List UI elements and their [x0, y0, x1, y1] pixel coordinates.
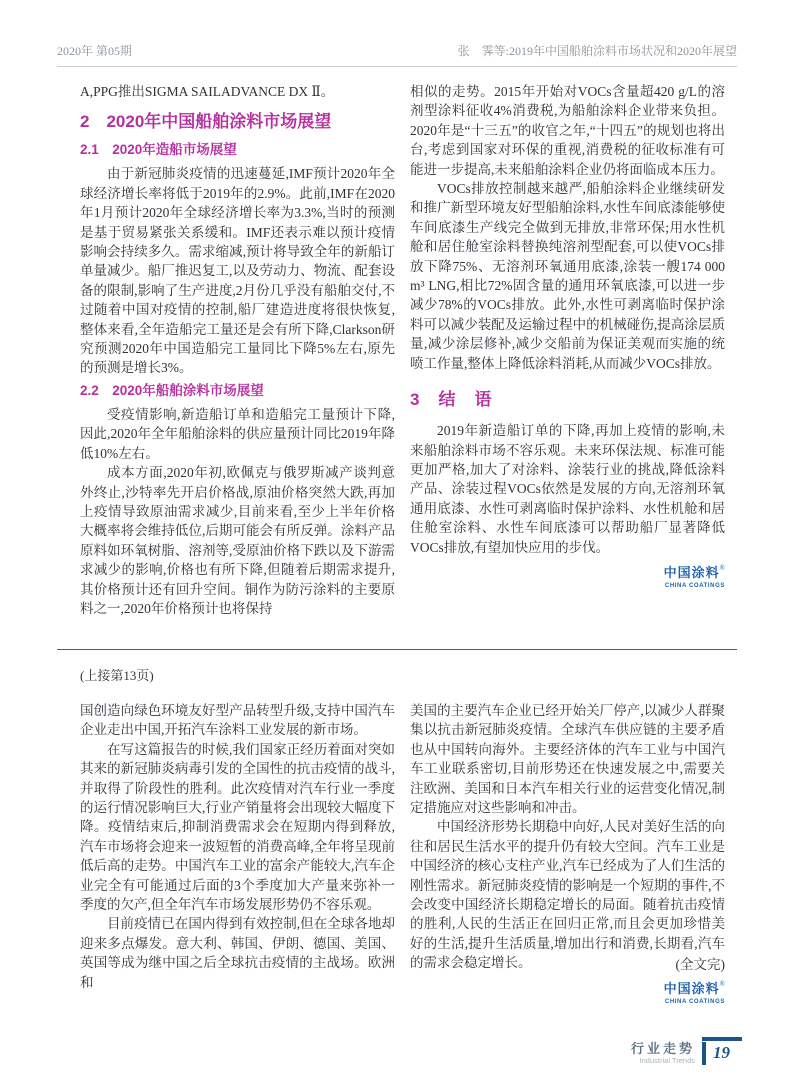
header-issue: 2020年 第05期 [57, 44, 133, 58]
page-number: 19 [702, 1042, 742, 1065]
china-coatings-logo [410, 981, 725, 1005]
continued-from-note: (上接第13页) [80, 668, 154, 683]
section-heading-2: 2 2020年中国船舶涂料市场展望 [80, 112, 332, 132]
registered-mark-icon: ® [719, 980, 725, 989]
upper-right-column [410, 82, 725, 649]
paragraph: 受疫情影响,新造船订单和造船完工量预计下降,因此,2020年全年船舶涂料的供应量预计同比2019年降低10%左右。 [80, 406, 395, 461]
logo-cn-text: 中国涂料 [663, 564, 720, 580]
paragraph: 由于新冠肺炎疫情的迅速蔓延,IMF预计2020年全球经济增长率将低于2019年的2.9%。此前,IMF在2020年1月预计2020年全球经济增长率为3.3%,当时的预测是基于贸易紧张关系缓和。IMF还表示难以预计疫情影响会持续多久。需求缩减,预计将导致全年的新船订单量减少。船厂推迟复工,以及劳动力、物流、配套设备的限制,影响了生产进度,2月份几乎没有船舶交付,不过随着中国对疫情的控制,船厂建造进度将很快恢复,整体来看,全年造船完工量还是会有所下降,Clarkson研究预测2020年中国造船完工量同比下降5%左右,原先的预测是增长3%。 [80, 166, 395, 376]
logo-en-text: CHINA COATINGS [664, 999, 725, 1006]
header-running-title: 张 霁等:2019年中国船舶涂料市场状况和2020年展望 [457, 44, 737, 58]
subsection-heading-2-2: 2.2 2020年船舶涂料市场展望 [80, 382, 264, 398]
article-end-note: (全文完) [675, 957, 725, 973]
paragraph: 2019年新造船订单的下降,再加上疫情的影响,未来船舶涂料市场不容乐观。未来环保法规、标准可能更加严格,加大了对涂料、涂装行业的挑战,降低涂料产品、涂装过程VOCs依然是发展的方向,无溶剂环氧通用底漆、水性可剥离临时保护涂料、水性机舱和居住舱室涂料、水性车间底漆可以帮助船厂显著降低VOCs排放,有望加快应用的步伐。 [410, 423, 725, 555]
paragraph: 在写这篇报告的时候,我们国家正经历着面对突如其来的新冠肺炎病毒引发的全国性的抗击疫情的战斗,并取得了阶段性的胜利。此次疫情对汽车行业一季度的运行情况影响巨大,行业产销量将会出现较大幅度下降。疫情结束后,抑制消费需求会在短期内得到释放,汽车市场将会迎来一波短暂的消费高峰,全年将呈现前低后高的走势。中国汽车工业的富余产能较大,汽车企业完全有可能通过后面的3个季度加大产量来弥补一季度的欠产,但全年汽车市场发展形势仍不容乐观。 [80, 741, 395, 913]
paragraph: 目前疫情已在国内得到有效控制,但在全球各地却迎来多点爆发。意大利、韩国、伊朗、德国、美国、英国等成为继中国之后全球抗击疫情的主战场。欧洲和 [80, 916, 395, 990]
section-heading-3-conclusion: 3 结 语 [410, 390, 493, 410]
article-ship-coatings [80, 82, 725, 649]
continued-text-line: A,PPG推出SIGMA SAILADVANCE DX Ⅱ。 [80, 84, 335, 99]
subsection-heading-2-1: 2.1 2020年造船市场展望 [80, 142, 237, 158]
page-number-badge [702, 1037, 742, 1065]
paragraph: VOCs排放控制越来越严,船舶涂料企业继续研发和推广新型环境友好型船舶涂料,水性车间底漆能够使车间底漆生产线完全做到无排放,非常环保;用水性机舱和居住舱室涂料替换纯溶剂型配套,可以使VOCs排放下降75%、无溶剂环氧通用底漆,涂装一艘174 000 m³ LNG,相比72%固含量的通用环氧底漆,可以进一步减少78%的VOCs排放。此外,水性可剥离临时保护涂料可以减少装配及运输过程中的机械碰伤,提高涂层质量,减少涂层修补,减少交船前为保证美观而实施的统喷工作量,整体上降低涂料消耗,从而减少VOCs排放。 [410, 181, 725, 371]
continued-text-line: 相似的走势。2015年开始对VOCs含量超420 g/L的溶剂型涂料征收4%消费税,为船舶涂料企业带来负担。2020年是“十三五”的收官之年,“十四五”的规划也将出台,考虑到国家对环保的重视,消费税的征收标准有可能进一步提高,未来船舶涂料企业仍将面临成本压力。 [410, 84, 725, 177]
page-footer [631, 1037, 742, 1065]
article-divider [57, 649, 737, 650]
upper-left-column [80, 82, 395, 649]
page-body [80, 82, 725, 1005]
lower-right-column [410, 701, 725, 1005]
logo-cn-text: 中国涂料 [663, 981, 720, 997]
article-automotive-continued [80, 701, 725, 1005]
paragraph: 中国经济形势长期稳中向好,人民对美好生活的向往和居民生活水平的提升仍有较大空间。汽车工业是中国经济的核心支柱产业,汽车已经成为了人们生活的刚性需求。新冠肺炎疫情的影响是一个短期的事件,不会改变中国经济长期稳定增长的局面。随着抗击疫情的胜利,人民的生活正在回归正常,而且会更加珍惜美好的生活,提升生活质量,增加出行和消费,长期看,汽车的需求会稳定增长。 [410, 819, 725, 971]
footer-section-en: Industrial Trends [639, 1056, 695, 1065]
logo-en-text: CHINA COATINGS [664, 582, 725, 589]
paragraph: 成本方面,2020年初,欧佩克与俄罗斯减产谈判意外终止,沙特率先开启价格战,原油价格突然大跌,再加上疫情导致原油需求减少,目前来看,至少上半年价格大概率将会维持低位,后期可能会有所反弹。涂料产品原料如环氧树脂、溶剂等,受原油价格下跌以及下游需求减少的影响,价格也有所下降,但随着后期需求提升,其价格预计还有回升空间。铜作为防污涂料的主要原料之一,2020年价格预计也将保持 [80, 465, 395, 616]
footer-section-cn: 行业走势 [630, 1041, 695, 1056]
china-coatings-logo [410, 565, 725, 589]
continued-text-line: 国创造向绿色环境友好型产品转型升级,支持中国汽车企业走出中国,开拓汽车涂料工业发展的新市场。 [80, 703, 395, 738]
continued-text-line: 美国的主要汽车企业已经开始关厂停产,以减少人群聚集以抗击新冠肺炎疫情。全球汽车供应链的主要矛盾也从中国转向海外。主要经济体的汽车工业与中国汽车工业联系密切,目前形势还在快速发展之中,需要关注欧洲、美国和日本汽车相关行业的运营变化情况,制定措施应对这些影响和冲击。 [410, 703, 725, 816]
page-header [57, 42, 737, 67]
lower-left-column [80, 701, 395, 1005]
footer-section-label [631, 1037, 695, 1065]
registered-mark-icon: ® [719, 563, 725, 572]
